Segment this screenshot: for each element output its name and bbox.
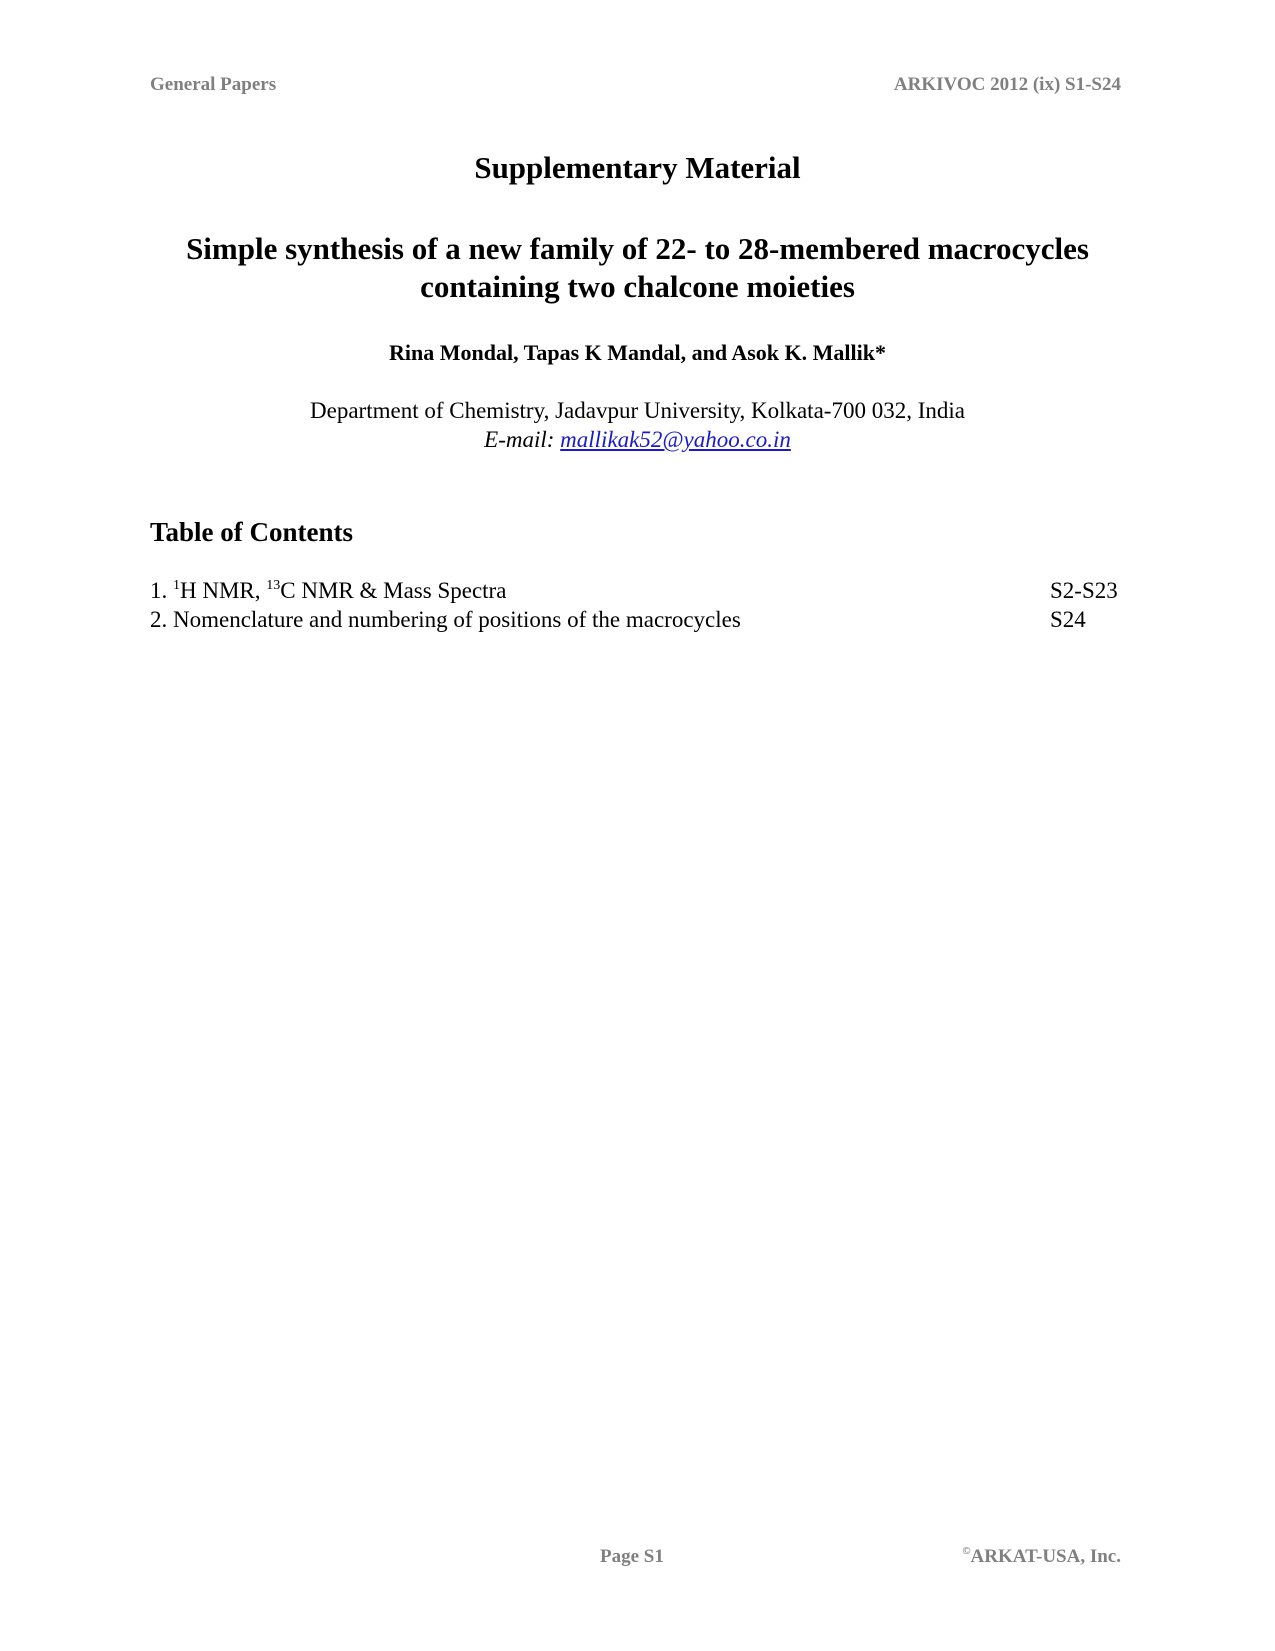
toc-item-number: 1. — [150, 578, 168, 603]
superscript-1: 1 — [173, 578, 180, 593]
paper-title-line-2: containing two chalcone moieties — [420, 269, 855, 304]
email-label: E-mail: — [484, 427, 555, 452]
toc-item-part-1: H NMR, — [180, 578, 261, 603]
toc-item-pages: S2-S23 — [1050, 578, 1118, 603]
department-address: Department of Chemistry, Jadavpur University, Kolkata-700 032, India — [310, 398, 965, 423]
toc-heading: Table of Contents — [150, 517, 354, 547]
toc-item-label: 2. Nomenclature and numbering of positions of the macrocycles — [150, 607, 741, 632]
table-of-contents — [150, 576, 1125, 634]
email-link[interactable]: mallikak52@yahoo.co.in — [560, 427, 791, 452]
page-number: Page S1 — [600, 1546, 664, 1567]
toc-item-label — [150, 576, 506, 605]
toc-row-2 — [150, 605, 1125, 634]
toc-item-pages: S24 — [1050, 607, 1086, 632]
affiliation-block — [0, 396, 1275, 454]
toc-row-1 — [150, 576, 1125, 605]
author-list: Rina Mondal, Tapas K Mandal, and Asok K. Mallik* — [389, 340, 886, 365]
toc-item-part-2: C NMR & Mass Spectra — [280, 578, 507, 603]
running-header-right: ARKIVOC 2012 (ix) S1-S24 — [893, 74, 1121, 95]
running-header-left: General Papers — [150, 74, 277, 95]
superscript-13: 13 — [266, 578, 281, 593]
copyright-holder: ARKAT-USA, Inc. — [970, 1546, 1121, 1567]
supplementary-title: Supplementary Material — [474, 150, 801, 185]
copyright-symbol: © — [962, 1545, 971, 1557]
email-line — [0, 425, 1275, 454]
paper-title-line-1: Simple synthesis of a new family of 22- to 28-membered macrocycles — [186, 231, 1089, 266]
paper-title — [140, 230, 1135, 306]
copyright-notice — [962, 1546, 1121, 1568]
